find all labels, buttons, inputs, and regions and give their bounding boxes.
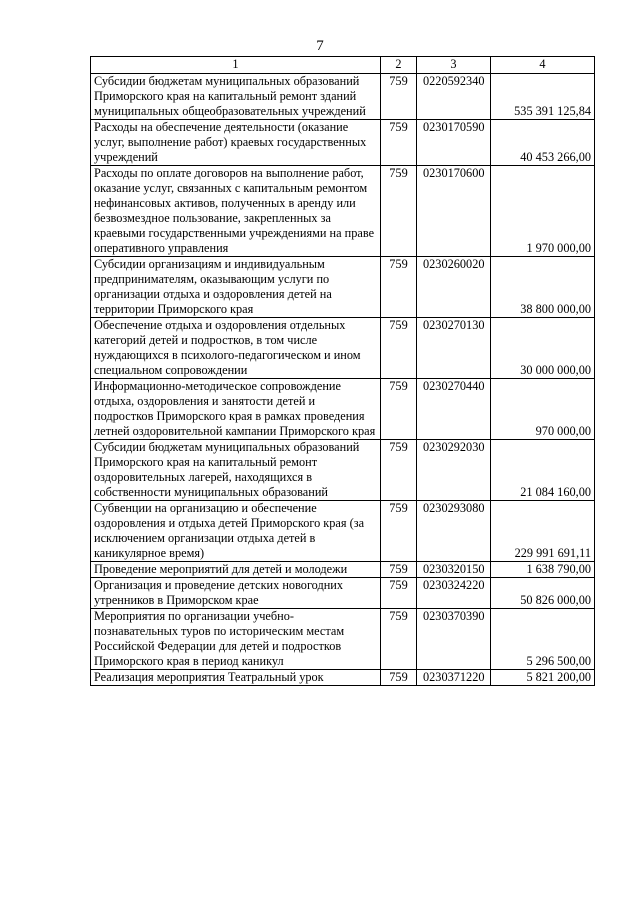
row-name-cell: Субсидии организациям и индивидуальным предпринимателям, оказывающим услуги по организации отдыха и оздоровления детей на территории Приморского края [91, 257, 381, 318]
row-amount-cell: 5 296 500,00 [491, 609, 595, 670]
row-amount-cell: 38 800 000,00 [491, 257, 595, 318]
header-col-3: 3 [417, 57, 491, 74]
table-row [91, 257, 595, 318]
row-grbs-cell: 759 [381, 379, 417, 440]
row-amount-cell: 40 453 266,00 [491, 120, 595, 166]
row-code-cell: 0230260020 [417, 257, 491, 318]
row-code-cell: 0230292030 [417, 440, 491, 501]
row-amount-cell: 535 391 125,84 [491, 74, 595, 120]
row-name-cell: Обеспечение отдыха и оздоровления отдельных категорий детей и подростков, в том числе нуждающихся в психолого-педагогическом и ином специальном сопровождении [91, 318, 381, 379]
row-amount-cell: 30 000 000,00 [491, 318, 595, 379]
row-amount-cell: 1 638 790,00 [491, 562, 595, 578]
row-code-cell: 0230324220 [417, 578, 491, 609]
table-row [91, 74, 595, 120]
row-name-cell: Субвенции на организацию и обеспечение оздоровления и отдыха детей Приморского края (за исключением организации отдыха детей в каникулярное время) [91, 501, 381, 562]
row-grbs-cell: 759 [381, 318, 417, 379]
row-grbs-cell: 759 [381, 609, 417, 670]
header-col-4: 4 [491, 57, 595, 74]
row-name-cell: Расходы на обеспечение деятельности (оказание услуг, выполнение работ) краевых государственных учреждений [91, 120, 381, 166]
budget-table [90, 56, 595, 686]
table-row [91, 609, 595, 670]
row-code-cell: 0230370390 [417, 609, 491, 670]
row-amount-cell: 5 821 200,00 [491, 670, 595, 686]
page-number: 7 [316, 38, 324, 54]
table-row [91, 379, 595, 440]
row-code-cell: 0230270130 [417, 318, 491, 379]
row-code-cell: 0230371220 [417, 670, 491, 686]
header-col-2: 2 [381, 57, 417, 74]
row-name-cell: Мероприятия по организации учебно-познавательных туров по историческим местам Российской Федерации для детей и подростков Приморского края в период каникул [91, 609, 381, 670]
table-row [91, 166, 595, 257]
row-name-cell: Реализация мероприятия Театральный урок [91, 670, 381, 686]
row-code-cell: 0230270440 [417, 379, 491, 440]
row-name-cell: Субсидии бюджетам муниципальных образований Приморского края на капитальный ремонт оздоровительных лагерей, находящихся в собственности муниципальных образований [91, 440, 381, 501]
row-grbs-cell: 759 [381, 257, 417, 318]
table-row [91, 120, 595, 166]
table-row [91, 562, 595, 578]
row-amount-cell: 229 991 691,11 [491, 501, 595, 562]
row-grbs-cell: 759 [381, 166, 417, 257]
table-row [91, 670, 595, 686]
row-name-cell: Организация и проведение детских новогодних утренников в Приморском крае [91, 578, 381, 609]
row-code-cell: 0230170600 [417, 166, 491, 257]
row-grbs-cell: 759 [381, 74, 417, 120]
row-name-cell: Информационно-методическое сопровождение отдыха, оздоровления и занятости детей и подростков Приморского края в рамках проведения летней оздоровительной кампании Приморского края [91, 379, 381, 440]
row-name-cell: Субсидии бюджетам муниципальных образований Приморского края на капитальный ремонт зданий муниципальных общеобразовательных учреждений [91, 74, 381, 120]
row-name-cell: Проведение мероприятий для детей и молодежи [91, 562, 381, 578]
header-col-1: 1 [91, 57, 381, 74]
row-code-cell: 0220592340 [417, 74, 491, 120]
row-amount-cell: 1 970 000,00 [491, 166, 595, 257]
row-code-cell: 0230170590 [417, 120, 491, 166]
row-grbs-cell: 759 [381, 501, 417, 562]
row-code-cell: 0230293080 [417, 501, 491, 562]
row-grbs-cell: 759 [381, 440, 417, 501]
row-amount-cell: 50 826 000,00 [491, 578, 595, 609]
row-grbs-cell: 759 [381, 120, 417, 166]
row-grbs-cell: 759 [381, 578, 417, 609]
row-code-cell: 0230320150 [417, 562, 491, 578]
table-row [91, 318, 595, 379]
row-grbs-cell: 759 [381, 562, 417, 578]
row-amount-cell: 970 000,00 [491, 379, 595, 440]
table-row [91, 501, 595, 562]
table-row [91, 440, 595, 501]
row-grbs-cell: 759 [381, 670, 417, 686]
table-header-row [91, 57, 595, 74]
row-name-cell: Расходы по оплате договоров на выполнение работ, оказание услуг, связанных с капитальным ремонтом нефинансовых активов, полученных в аренду или безвозмездное пользование, закрепленных за краевыми государственными учреждениями на праве оперативного управления [91, 166, 381, 257]
table-row [91, 578, 595, 609]
row-amount-cell: 21 084 160,00 [491, 440, 595, 501]
